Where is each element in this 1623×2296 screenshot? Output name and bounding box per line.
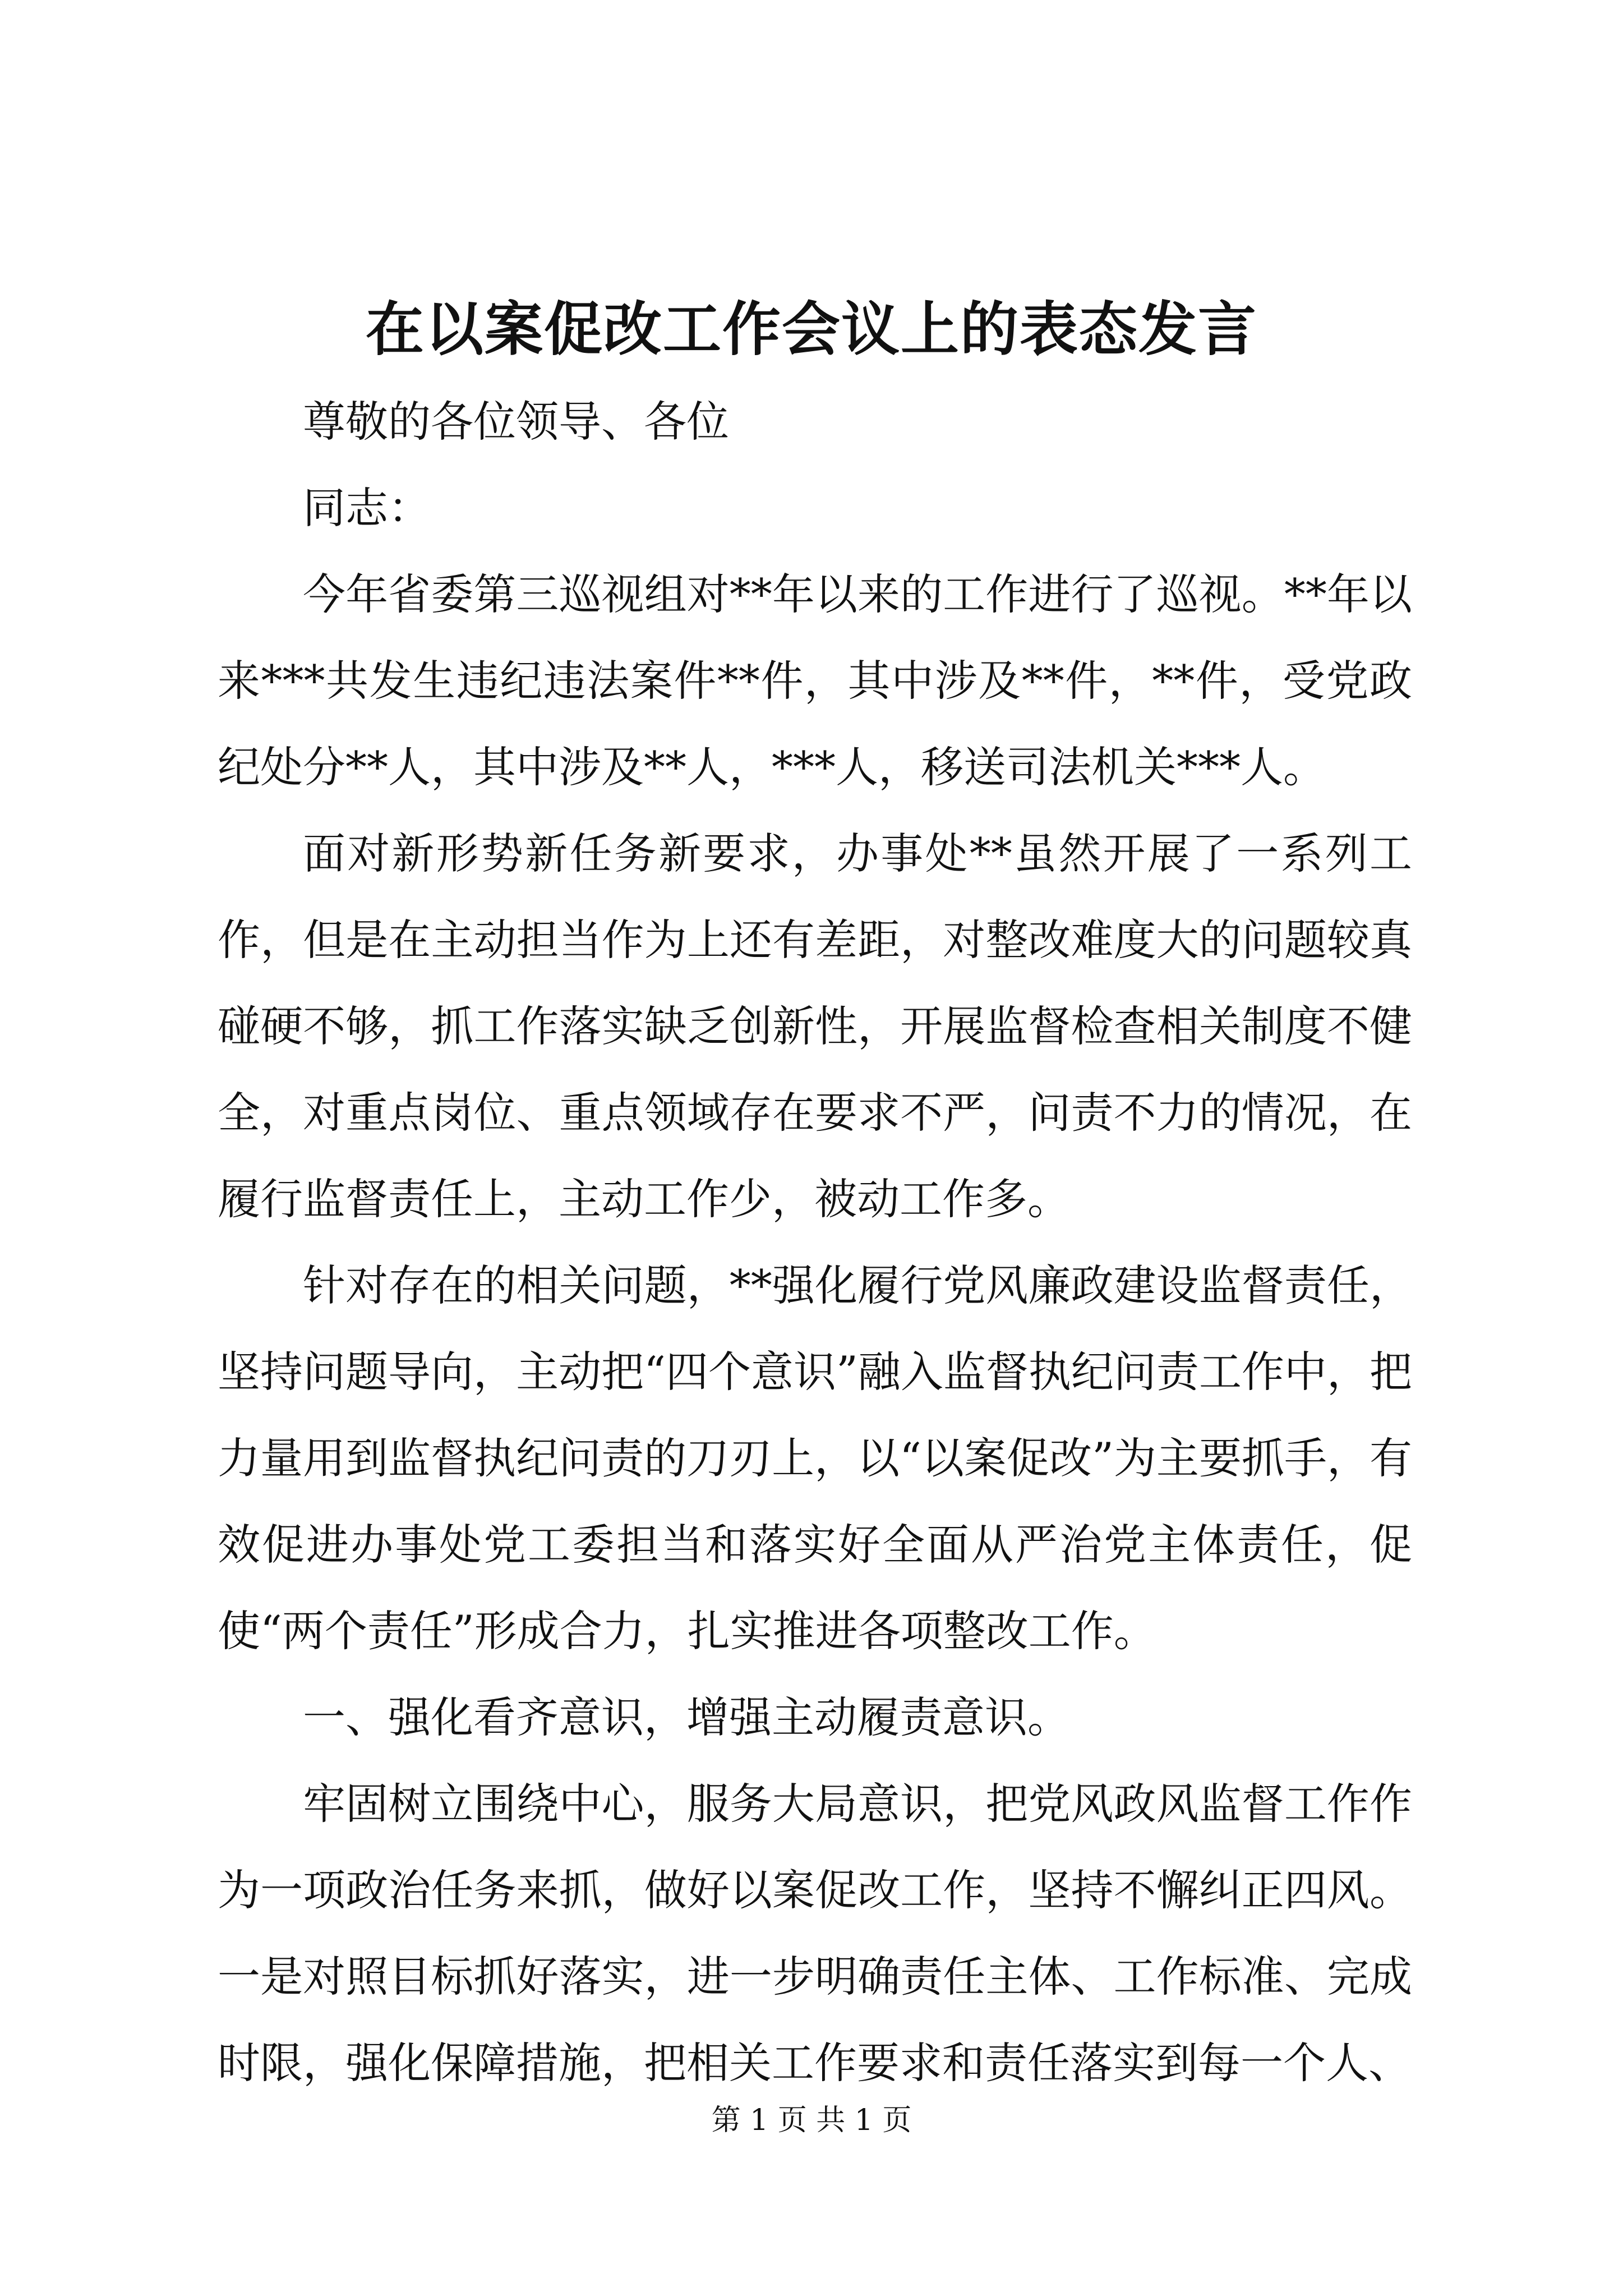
paragraph-salutation: 尊敬的各位领导、各位 <box>303 397 729 447</box>
paragraph-shortcomings: 面对新形势新任务新要求，办事处**虽然开展了一系列工作，但是在主动担当作为上还有差距，对整改难度大的问题较真碰硬不够，抓工作落实缺乏创新性，开展监督检查相关制度不健全，对重点岗位、重点领域存在要求不严，问责不力的情况，在履行监督责任上，主动工作少，被动工作多。 <box>218 829 1412 1224</box>
paragraph-measures: 针对存在的相关问题，**强化履行党风廉政建设监督责任，坚持问题导向，主动把“四个意识”融入监督执纪问责工作中，把力量用到监督执纪问责的刀刃上，以“以案促改”为主要抓手，有效促进办事处党工委担当和落实好全面从严治党主体责任，促使“两个责任”形成合力，扎实推进各项整改工作。 <box>218 1260 1412 1656</box>
section-heading-1: 一、强化看齐意识，增强主动履责意识。 <box>303 1692 1070 1742</box>
paragraph-inspection: 今年省委第三巡视组对**年以来的工作进行了巡视。**年以来***共发生违纪违法案件**件，其中涉及**件，**件，受党政纪处分**人，其中涉及**人，***人，移送司法机关***人。 <box>218 569 1412 792</box>
document-title: 在以案促改工作会议上的表态发言 <box>365 295 1257 364</box>
paragraph-salutation-cont: 同志： <box>303 483 431 533</box>
page-footer: 第 1 页 共 1 页 <box>711 2104 912 2137</box>
document-body <box>218 379 1412 2106</box>
paragraph-section-1: 牢固树立围绕中心，服务大局意识，把党风政风监督工作作为一项政治任务来抓，做好以案促改工作，坚持不懈纠正四风。一是对照目标抓好落实，进一步明确责任主体、工作标准、完成时限，强化保障措施，把相关工作要求和责任落实到每一个人、 <box>218 1779 1412 2088</box>
